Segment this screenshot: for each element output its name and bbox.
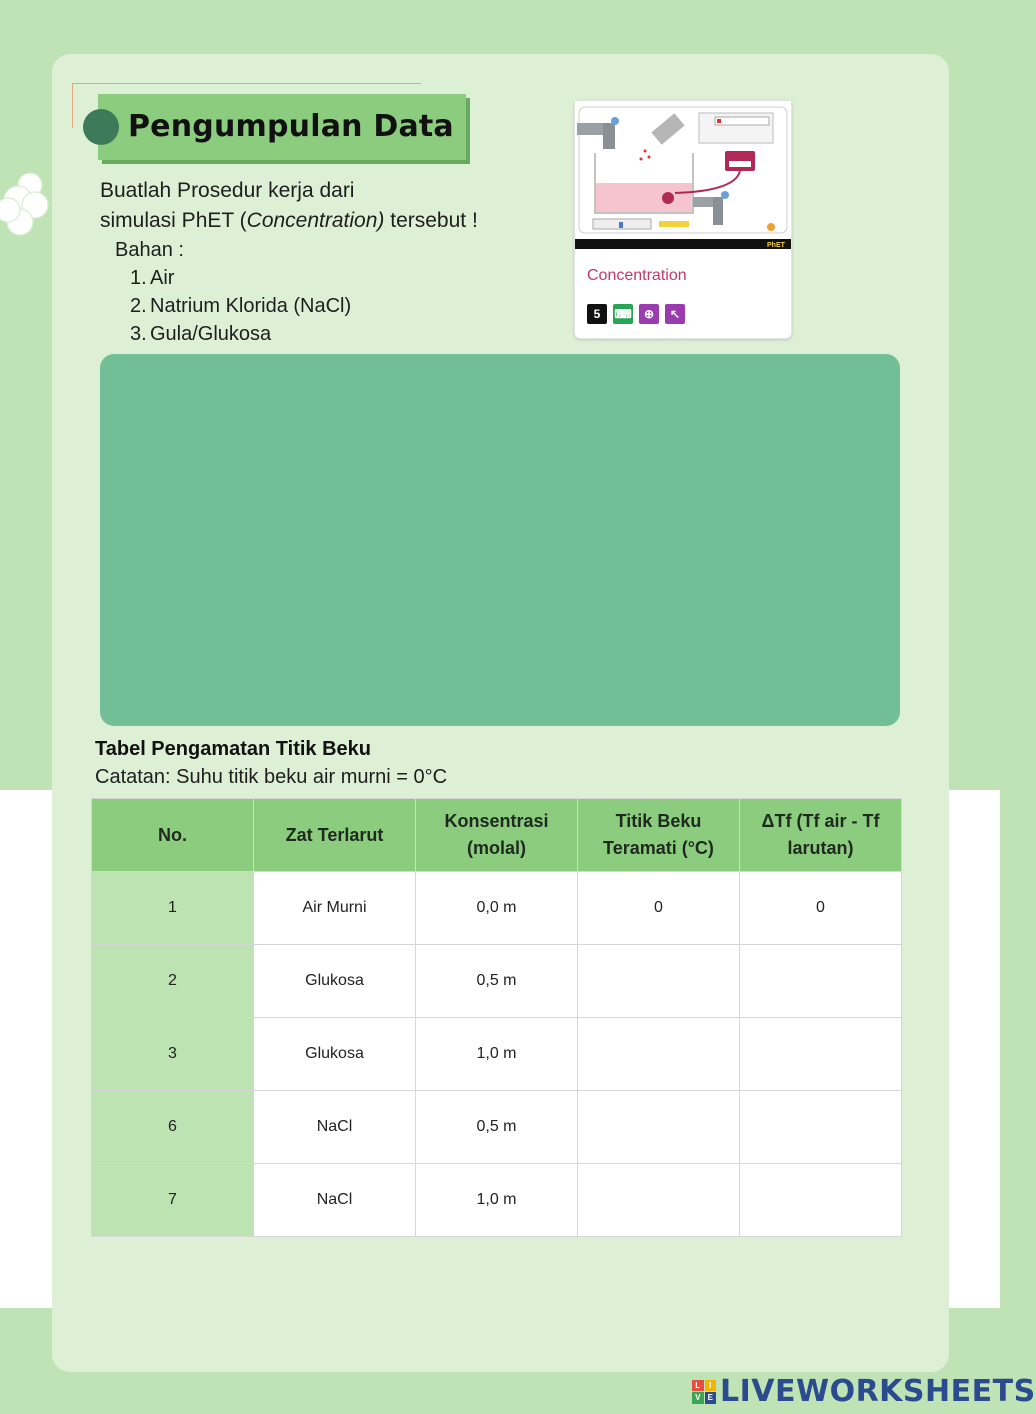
- table-cell-delta-tf[interactable]: [740, 945, 902, 1018]
- observation-table: [91, 798, 902, 1237]
- table-cell-concentration: 1,0 m: [416, 1018, 578, 1091]
- list-item: [130, 264, 351, 292]
- liveworksheets-logo[interactable]: [692, 1374, 1036, 1409]
- table-cell-number: 3: [92, 1018, 254, 1091]
- instruction-line-2-suffix: tersebut !: [384, 209, 478, 232]
- table-cell-solute: Air Murni: [254, 872, 416, 945]
- table-cell-freezing-point[interactable]: 0: [578, 872, 740, 945]
- table-cell-concentration: 0,0 m: [416, 872, 578, 945]
- simulation-feature-icons: [587, 304, 685, 324]
- simulation-title[interactable]: Concentration: [587, 267, 687, 284]
- cursor-icon: ↖: [665, 304, 685, 324]
- table-row: [92, 1018, 902, 1091]
- table-cell-number: 2: [92, 945, 254, 1018]
- instruction-line-2: [100, 206, 550, 236]
- simulation-brand-label: PhET: [767, 242, 785, 249]
- table-row: [92, 1091, 902, 1164]
- table-row: [92, 1164, 902, 1237]
- html5-icon: 5: [587, 304, 607, 324]
- list-item-number: 1.: [130, 267, 147, 289]
- table-cell-freezing-point[interactable]: [578, 1018, 740, 1091]
- table-cell-solute: NaCl: [254, 1164, 416, 1237]
- materials-list: [130, 264, 351, 348]
- instruction-line-2-prefix: simulasi PhET (: [100, 209, 247, 232]
- table-cell-delta-tf[interactable]: [740, 1091, 902, 1164]
- column-header: Konsentrasi (molal): [416, 799, 578, 872]
- liveworksheets-logo-text: LIVEWORKSHEETS: [720, 1374, 1036, 1409]
- section-title: Pengumpulan Data: [128, 109, 454, 144]
- procedure-answer-box[interactable]: [100, 354, 900, 726]
- table-cell-concentration: 0,5 m: [416, 945, 578, 1018]
- list-item-text: Air: [150, 267, 175, 289]
- table-cell-delta-tf[interactable]: [740, 1018, 902, 1091]
- table-header-row: [92, 799, 902, 872]
- simulation-thumbnail[interactable]: [575, 101, 791, 249]
- table-cell-freezing-point[interactable]: [578, 1164, 740, 1237]
- table-note: Catatan: Suhu titik beku air murni = 0°C: [95, 766, 448, 788]
- table-row: [92, 872, 902, 945]
- instruction-line-2-italic: Concentration): [246, 209, 385, 232]
- column-header: Zat Terlarut: [254, 799, 416, 872]
- table-cell-solute: Glukosa: [254, 945, 416, 1018]
- table-cell-freezing-point[interactable]: [578, 945, 740, 1018]
- table-row: [92, 945, 902, 1018]
- list-item-text: Gula/Glukosa: [150, 323, 272, 345]
- materials-label: Bahan :: [115, 239, 184, 261]
- table-cell-number: 1: [92, 872, 254, 945]
- column-header: No.: [92, 799, 254, 872]
- table-cell-solute: NaCl: [254, 1091, 416, 1164]
- zoom-icon: ⊕: [639, 304, 659, 324]
- cloud-decoration: [0, 170, 60, 240]
- keyboard-icon: ⌨: [613, 304, 633, 324]
- list-item: [130, 292, 351, 320]
- table-cell-solute: Glukosa: [254, 1018, 416, 1091]
- table-cell-delta-tf[interactable]: [740, 1164, 902, 1237]
- instruction-text: [100, 176, 550, 236]
- list-item-number: 2.: [130, 295, 147, 317]
- list-item-text: Natrium Klorida (NaCl): [150, 295, 352, 317]
- table-cell-concentration: 1,0 m: [416, 1164, 578, 1237]
- list-item: [130, 320, 351, 348]
- liveworksheets-logo-icon: L I V E: [692, 1380, 716, 1404]
- column-header: ΔTf (Tf air - Tf larutan): [740, 799, 902, 872]
- table-cell-number: 7: [92, 1164, 254, 1237]
- table-title: Tabel Pengamatan Titik Beku: [95, 738, 372, 760]
- table-cell-freezing-point[interactable]: [578, 1091, 740, 1164]
- simulation-card[interactable]: [574, 100, 792, 339]
- list-item-number: 3.: [130, 323, 147, 345]
- column-header: Titik Beku Teramati (°C): [578, 799, 740, 872]
- table-cell-concentration: 0,5 m: [416, 1091, 578, 1164]
- table-cell-delta-tf[interactable]: 0: [740, 872, 902, 945]
- table-cell-number: 6: [92, 1091, 254, 1164]
- title-bullet-dot: [83, 109, 119, 145]
- instruction-line-1: Buatlah Prosedur kerja dari: [100, 179, 355, 202]
